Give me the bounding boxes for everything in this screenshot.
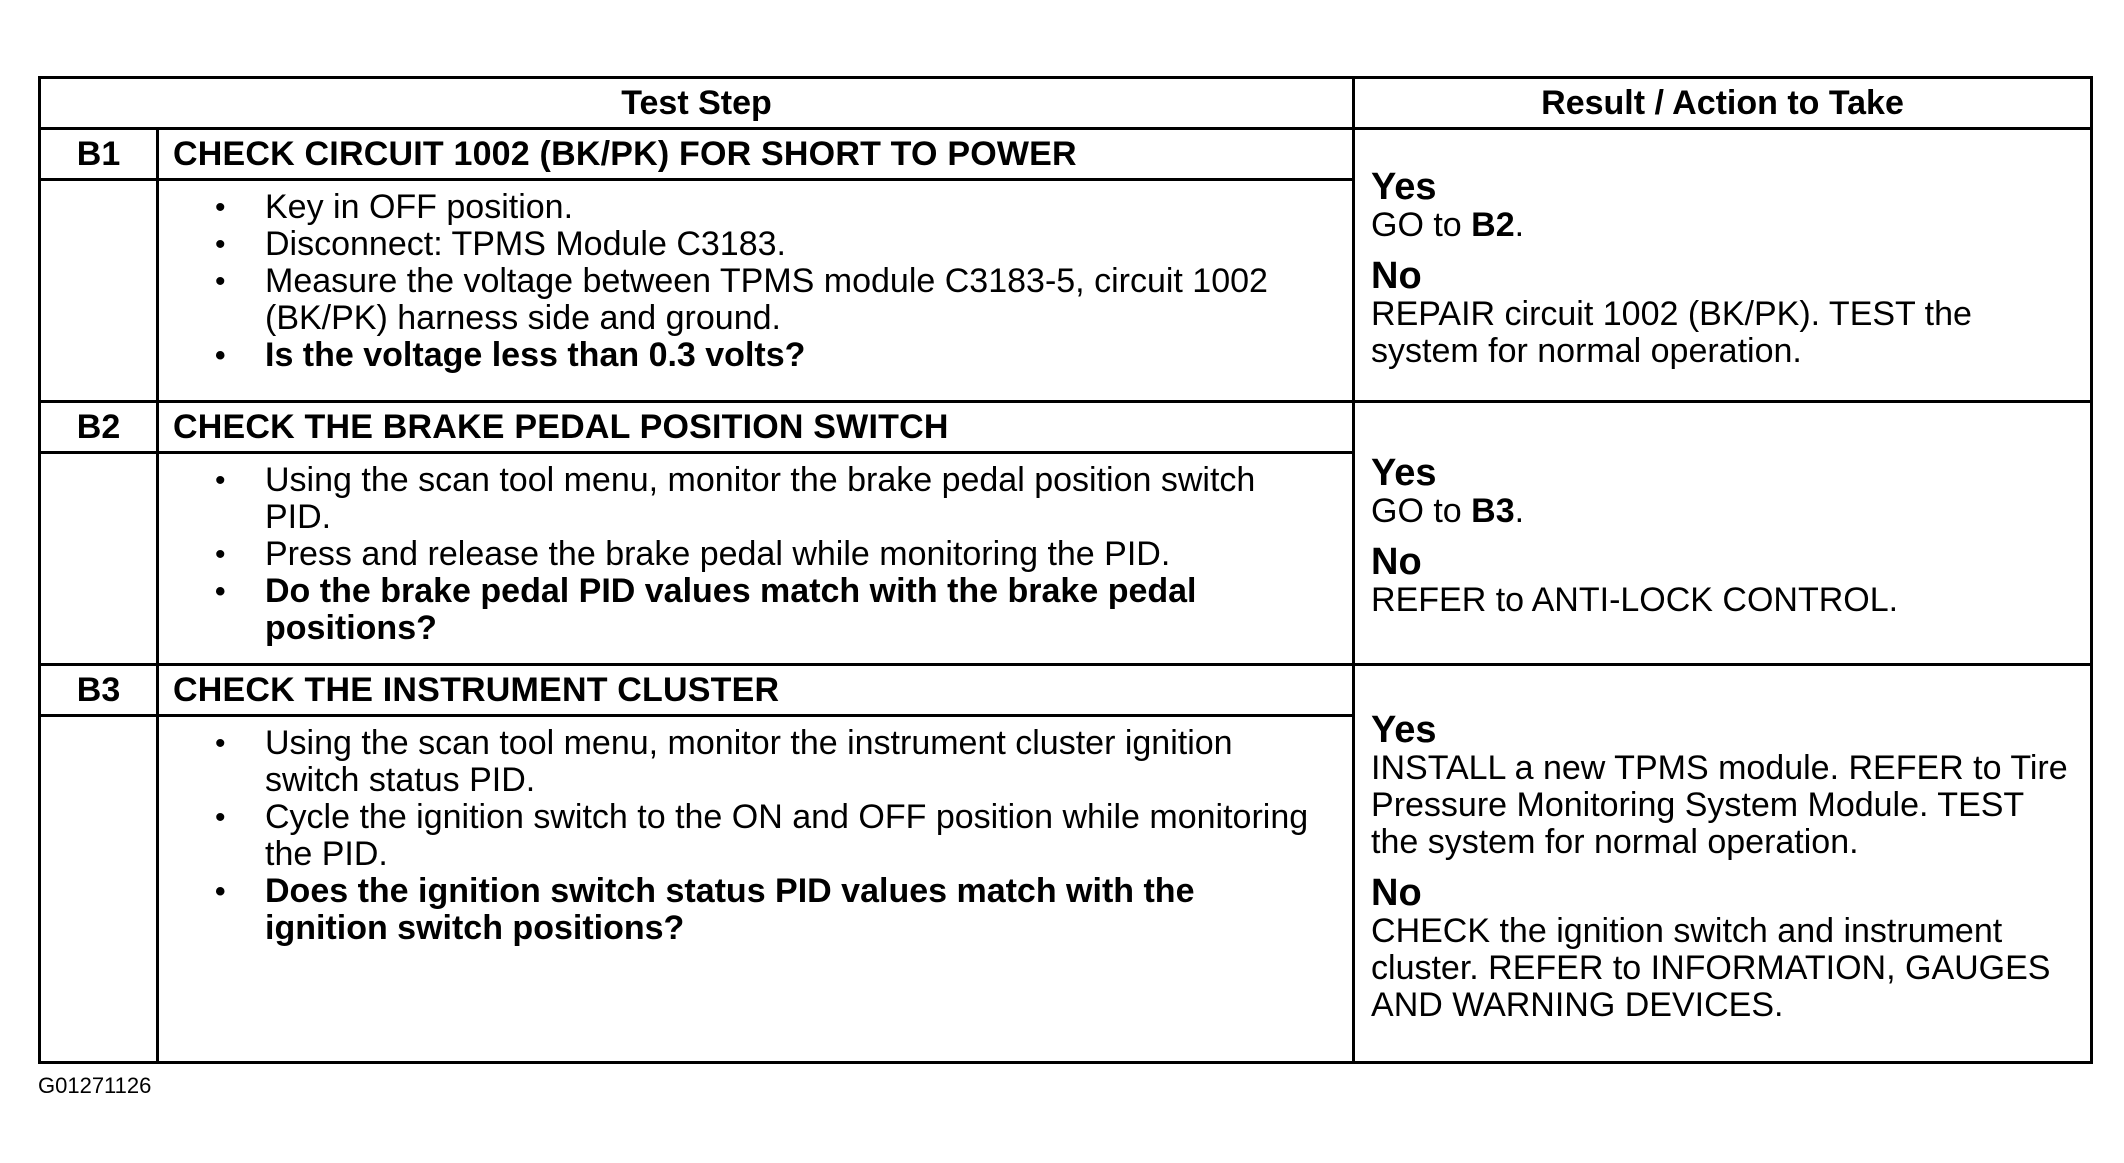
yes-action: GO to B2. xyxy=(1371,205,1525,244)
instruction-list xyxy=(209,462,1312,647)
yes-label: Yes xyxy=(1371,708,1437,751)
yes-label: Yes xyxy=(1371,452,1437,494)
no-label: No xyxy=(1371,254,1422,297)
step-code-spacer xyxy=(40,180,158,402)
step-title: CHECK THE INSTRUMENT CLUSTER xyxy=(158,665,1354,716)
no-action: REFER to ANTI-LOCK CONTROL. xyxy=(1371,581,1899,619)
instruction-item: • Using the scan tool menu, monitor the brake pedal position switch PID. xyxy=(209,462,1312,536)
instruction-question: • Is the voltage less than 0.3 volts? xyxy=(209,337,1312,374)
table-header-row xyxy=(40,78,2092,129)
figure-id: G01271126 xyxy=(38,1073,152,1098)
instruction-item: • Press and release the brake pedal while monitoring the PID. xyxy=(209,536,1312,573)
instruction-question: • Does the ignition switch status PID values match with the ignition switch positions? xyxy=(209,873,1312,947)
step-code: B3 xyxy=(40,665,158,716)
instruction-item: • Key in OFF position. xyxy=(209,189,1312,226)
step-title: CHECK CIRCUIT 1002 (BK/PK) FOR SHORT TO POWER xyxy=(158,129,1354,180)
instruction-question: • Do the brake pedal PID values match with the brake pedal positions? xyxy=(209,573,1312,647)
result-cell xyxy=(1354,402,2092,665)
instruction-item: • Cycle the ignition switch to the ON and OFF position while monitoring the PID. xyxy=(209,799,1312,873)
no-action: CHECK the ignition switch and instrument cluster. REFER to INFORMATION, GAUGES AND WARNING DEVICES. xyxy=(1371,911,2051,1024)
no-label: No xyxy=(1371,871,1422,914)
step-title-row xyxy=(40,129,2092,180)
instruction-item: • Disconnect: TPMS Module C3183. xyxy=(209,226,1312,263)
no-action: REPAIR circuit 1002 (BK/PK). TEST the system for normal operation. xyxy=(1371,294,1972,370)
step-instructions xyxy=(158,453,1354,665)
header-test-step: Test Step xyxy=(40,78,1354,129)
step-title-row xyxy=(40,402,2092,453)
header-result-action: Result / Action to Take xyxy=(1354,78,2092,129)
test-step-table xyxy=(38,76,2093,1064)
instruction-list xyxy=(209,189,1312,374)
yes-action: GO to B3. xyxy=(1371,492,1525,530)
result-cell xyxy=(1354,129,2092,402)
step-code-spacer xyxy=(40,453,158,665)
yes-action: INSTALL a new TPMS module. REFER to Tire Pressure Monitoring System Module. TEST the system for normal operation. xyxy=(1371,748,2068,861)
result-cell xyxy=(1354,665,2092,1063)
yes-label: Yes xyxy=(1371,165,1437,208)
step-code: B1 xyxy=(40,129,158,180)
step-instructions xyxy=(158,716,1354,1063)
step-code: B2 xyxy=(40,402,158,453)
step-instructions xyxy=(158,180,1354,402)
instruction-item: • Measure the voltage between TPMS module C3183-5, circuit 1002 (BK/PK) harness side and ground. xyxy=(209,263,1312,337)
instruction-item: • Using the scan tool menu, monitor the instrument cluster ignition switch status PID. xyxy=(209,725,1312,799)
instruction-list xyxy=(209,725,1312,947)
step-code-spacer xyxy=(40,716,158,1063)
no-label: No xyxy=(1371,541,1422,583)
step-title: CHECK THE BRAKE PEDAL POSITION SWITCH xyxy=(158,402,1354,453)
step-title-row xyxy=(40,665,2092,716)
